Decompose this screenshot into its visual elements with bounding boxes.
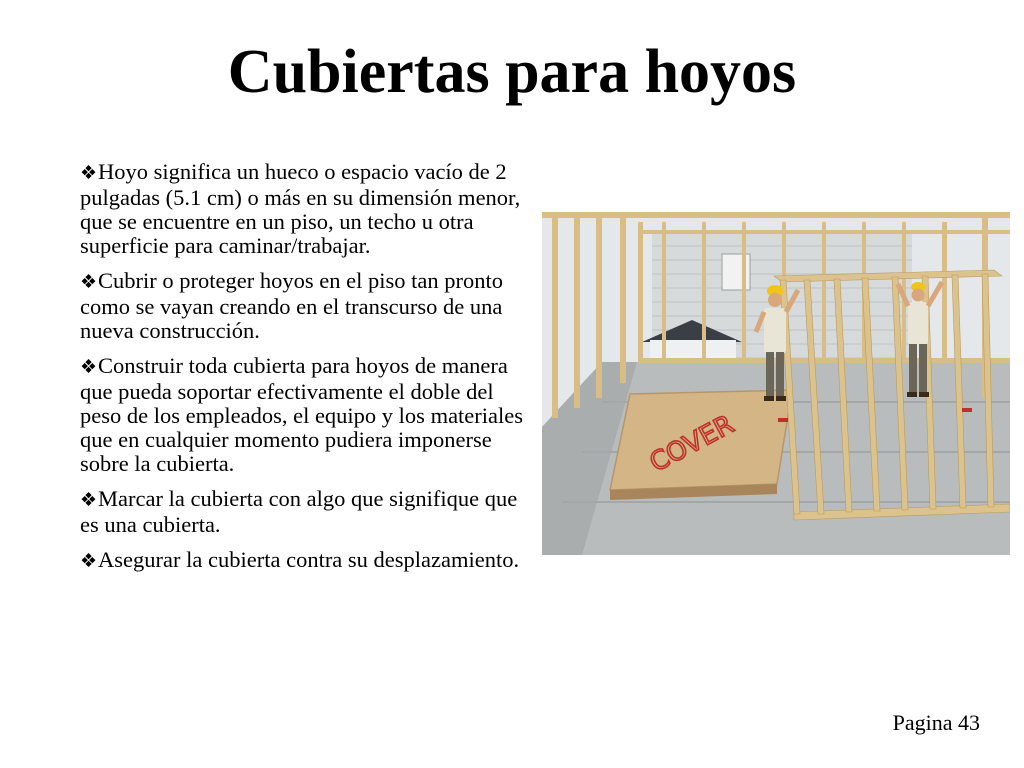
bullet-text: Asegurar la cubierta contra su desplazamiento. <box>98 547 520 572</box>
bullet-item <box>80 160 525 258</box>
bullet-text: Construir toda cubierta para hoyos de manera que pueda soportar efectivamente el doble del peso de los empleados, el equipo y los materiales que en cualquier momento pudiera imponerse sobre la cubierta. <box>80 353 524 476</box>
bullet-text: Cubrir o proteger hoyos en el piso tan pronto como se vayan creando en el transcurso de una nueva construcción. <box>80 268 503 343</box>
bullet-text: Marcar la cubierta con algo que signifique que es una cubierta. <box>80 486 518 537</box>
bullet-item <box>80 269 525 343</box>
diamond-bullet-icon: ❖ <box>80 490 98 511</box>
diamond-bullet-icon: ❖ <box>80 272 98 293</box>
diamond-bullet-icon: ❖ <box>80 551 98 572</box>
diamond-bullet-icon: ❖ <box>80 357 98 378</box>
cover-marking: COVER <box>645 409 739 479</box>
page-number: Pagina 43 <box>892 710 980 735</box>
bullet-item <box>80 354 525 476</box>
construction-photo <box>542 212 1010 555</box>
bullet-text: Hoyo significa un hueco o espacio vacío de 2 pulgadas (5.1 cm) o más en su dimensión menor, que se encuentre en un piso, un techo u otra superficie para caminar/trabajar. <box>80 159 521 258</box>
diamond-bullet-icon: ❖ <box>80 163 98 184</box>
bullet-list <box>80 160 525 585</box>
slide-title: Cubiertas para hoyos <box>227 38 797 106</box>
bullet-item <box>80 548 525 574</box>
bullet-item <box>80 487 525 537</box>
